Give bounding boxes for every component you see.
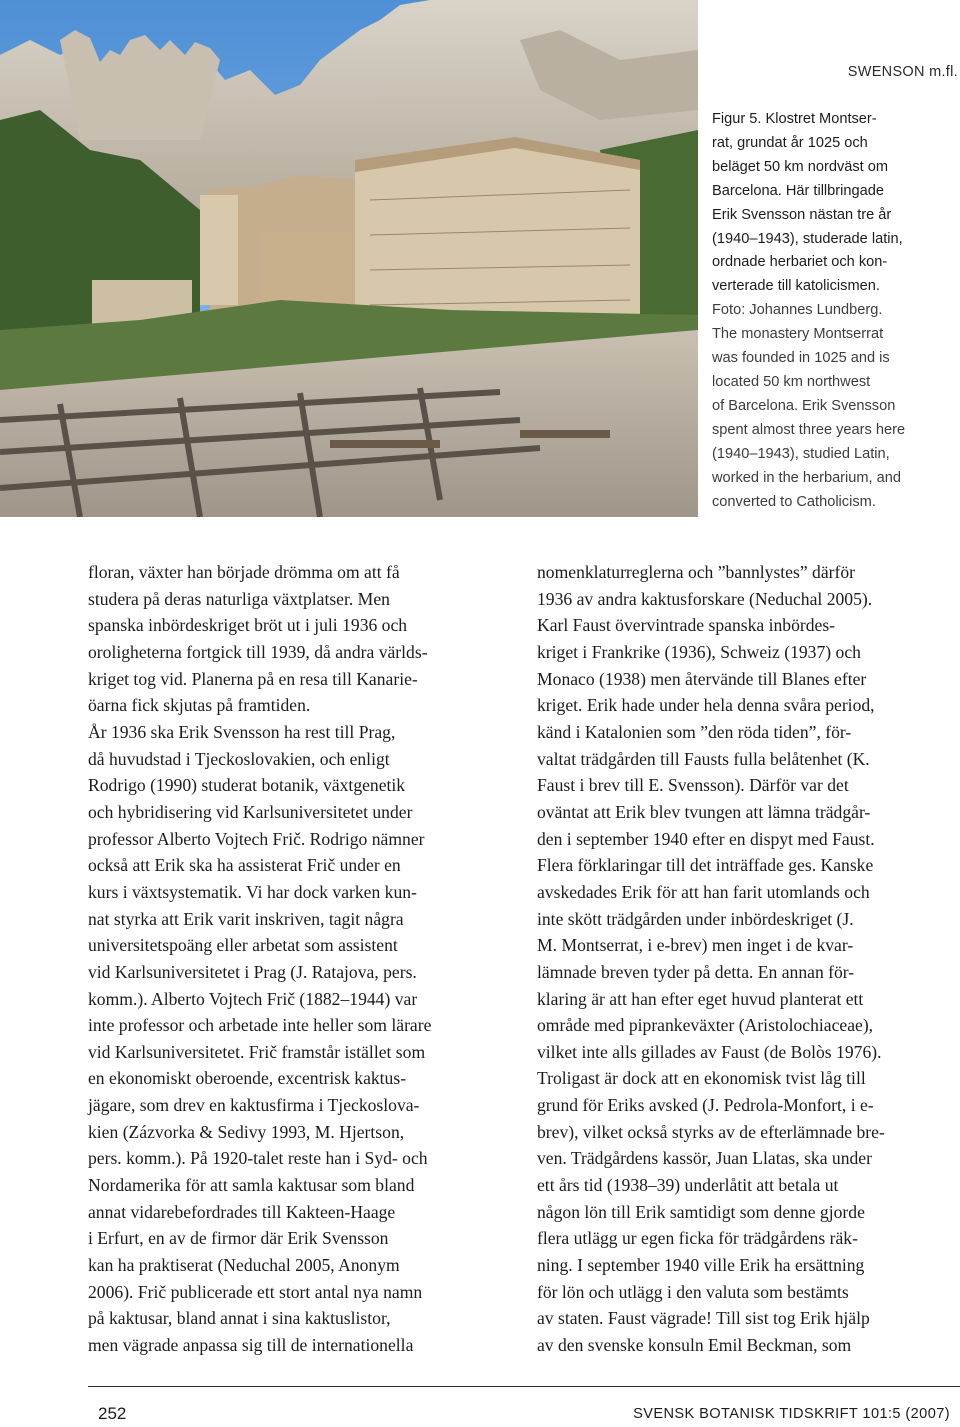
caption-en-line: was founded in 1025 and is — [712, 350, 890, 367]
body-line: vid Karlsuniversitetet i Prag (J. Ratajova, pers. — [88, 961, 417, 982]
caption-en-line: worked in the herbarium, and — [712, 469, 902, 486]
body-line: ett års tid (1938–39) underlåtit att betala ut — [537, 1175, 839, 1196]
body-line: någon lön till Erik samtidigt som denne gjorde — [537, 1201, 865, 1222]
body-line: kien (Zázvorka & Sedivy 1993, M. Hjertson, — [88, 1121, 405, 1142]
body-line: komm.). Alberto Vojtech Frič (1882–1944) var — [88, 988, 418, 1009]
caption-sv-line: rat, grundat år 1025 och — [712, 134, 868, 151]
body-line: av den svenske konsuln Emil Beckman, som — [537, 1335, 852, 1356]
caption-sv-line: (1940–1943), studerade latin, — [712, 230, 903, 247]
body-line: kurs i växtsystematik. Vi har dock varken kun- — [88, 881, 417, 902]
body-line: nat styrka att Erik varit inskriven, tagit några — [88, 908, 404, 929]
body-column-left — [88, 559, 520, 1359]
caption-sv-line: Erik Svensson nästan tre år — [712, 206, 892, 223]
body-line: År 1936 ska Erik Svensson ha rest till Prag, — [88, 721, 396, 742]
body-line: floran, växter han började drömma om att få — [88, 562, 400, 582]
body-line: den i september 1940 efter en dispyt med Faust. — [537, 828, 875, 849]
body-line: också att Erik ska ha assisterat Frič under en — [88, 855, 401, 876]
caption-en-line: of Barcelona. Erik Svensson — [712, 397, 896, 414]
body-line: spanska inbördeskriget bröt ut i juli 1936 och — [88, 615, 408, 636]
body-line: flera utlägg ur egen ficka för trädgårdens räk- — [537, 1228, 858, 1249]
body-line: annat vidarebefordrades till Kakteen-Haage — [88, 1201, 396, 1222]
body-line: Flera förklaringar till det inträffade ges. Kanske — [537, 855, 874, 876]
body-line: inte professor och arbetade inte heller som lärare — [88, 1015, 432, 1036]
body-line: Troligast är dock att en ekonomisk tvist låg till — [537, 1068, 866, 1089]
body-line: kan ha praktiserat (Neduchal 2005, Anonym — [88, 1255, 400, 1276]
body-line: område med piprankeväxter (Aristolochiaceae), — [537, 1015, 874, 1036]
body-line: vid Karlsuniversitetet. Frič framstår istället som — [88, 1041, 426, 1062]
body-line: en ekonomiskt oberoende, excentrisk kaktus- — [88, 1068, 407, 1089]
journal-title: SVENSK BOTANISK TIDSKRIFT 101:5 (2007) — [633, 1406, 950, 1422]
body-line: studera på deras naturliga växtplatser. Men — [88, 588, 390, 609]
caption-sv-line: Figur 5. Klostret Montser- — [712, 111, 877, 127]
caption-sv-line: verterade till katolicismen. — [712, 278, 880, 295]
caption-en-line: The monastery Montserrat — [712, 326, 884, 343]
caption-sv-line: beläget 50 km nordväst om — [712, 158, 889, 175]
caption-sv-line: ordnade herbariet och kon- — [712, 254, 888, 271]
page-number: 252 — [98, 1404, 127, 1423]
caption-en-line: located 50 km northwest — [712, 373, 871, 390]
body-line: Karl Faust övervintrade spanska inbördes- — [537, 615, 836, 636]
body-line: oroligheterna fortgick till 1939, då andra världs- — [88, 641, 428, 662]
body-line: Faust i brev till E. Svensson). Därför var det — [537, 775, 849, 796]
body-line: för lön och utlägg i den valuta som bestämts — [537, 1281, 849, 1302]
body-line: professor Alberto Vojtech Frič. Rodrigo nämner — [88, 828, 425, 849]
body-line: nomenklaturreglerna och ”bannlystes” därför — [537, 562, 856, 582]
body-line: öarna fick skjutas på framtiden. — [88, 695, 311, 716]
body-line: ning. I september 1940 ville Erik ha ersättning — [537, 1255, 865, 1276]
body-line: kriget. Erik hade under hela denna svåra period, — [537, 695, 875, 716]
body-line: kriget i Frankrike (1936), Schweiz (1937) och — [537, 641, 861, 662]
body-column-right — [537, 559, 960, 1359]
figure-photo-montserrat — [0, 0, 698, 517]
body-line: Rodrigo (1990) studerat botanik, växtgenetik — [88, 775, 406, 796]
body-line: oväntat att Erik blev tvungen att lämna trädgår- — [537, 801, 871, 822]
caption-en-line: (1940–1943), studied Latin, — [712, 445, 890, 462]
body-line: universitetspoäng eller arbetat som assistent — [88, 935, 398, 956]
body-line: men vägrade anpassa sig till de internationella — [88, 1335, 414, 1356]
body-line: kriget tog vid. Planerna på en resa till Kanarie- — [88, 668, 418, 689]
body-line: inte skött trädgården under inbördeskriget (J. — [537, 908, 854, 929]
footer-rule — [88, 1386, 960, 1387]
body-line: grund för Eriks avsked (J. Pedrola-Monfort, i e- — [537, 1095, 874, 1116]
body-line: M. Montserrat, i e-brev) men inget i de kvar- — [537, 935, 854, 956]
body-line: då huvudstad i Tjeckoslovakien, och enligt — [88, 748, 390, 769]
caption-sv-line: Barcelona. Här tillbringade — [712, 182, 884, 199]
body-line: i Erfurt, en av de firmor där Erik Svensson — [88, 1228, 389, 1249]
body-line: avskedades Erik för att han farit utomlands och — [537, 881, 870, 902]
caption-en-line: converted to Catholicism. — [712, 493, 876, 510]
body-line: känd i Katalonien som ”den röda tiden”, för- — [537, 721, 852, 742]
body-line: valtat trädgården till Fausts fulla belåtenhet (K. — [537, 748, 870, 769]
body-line: klaring är att han efter eget huvud planterat ett — [537, 988, 864, 1009]
body-line: pers. komm.). På 1920-talet reste han i Syd- och — [88, 1148, 428, 1169]
caption-en-line: spent almost three years here — [712, 421, 906, 438]
body-line: Nordamerika för att samla kaktusar som bland — [88, 1175, 415, 1196]
body-line: av staten. Faust vägrade! Till sist tog Erik hjälp — [537, 1308, 870, 1329]
running-head-authors: SWENSON m.fl. — [847, 64, 958, 80]
caption-photo-credit: Foto: Johannes Lundberg. — [712, 302, 883, 319]
body-line: lämnade breven tyder på detta. En annan för- — [537, 961, 855, 982]
body-line: på kaktusar, bland annat i sina kaktuslistor, — [88, 1308, 391, 1329]
body-line: jägare, som drev en kaktusfirma i Tjeckoslova- — [88, 1095, 420, 1116]
body-line: vilket inte alls gillades av Faust (de Bolòs 1976). — [537, 1041, 882, 1062]
body-line: och hybridisering vid Karlsuniversitetet under — [88, 801, 413, 822]
body-line: Monaco (1938) men återvände till Blanes efter — [537, 668, 867, 689]
body-line: brev), vilket också styrks av de efterlämnade bre- — [537, 1121, 885, 1142]
body-line: ven. Trädgårdens kassör, Juan Llatas, ska under — [537, 1148, 872, 1169]
body-line: 2006). Frič publicerade ett stort antal nya namn — [88, 1281, 423, 1302]
figure-caption — [712, 108, 960, 514]
body-line: 1936 av andra kaktusforskare (Neduchal 2005). — [537, 588, 873, 609]
